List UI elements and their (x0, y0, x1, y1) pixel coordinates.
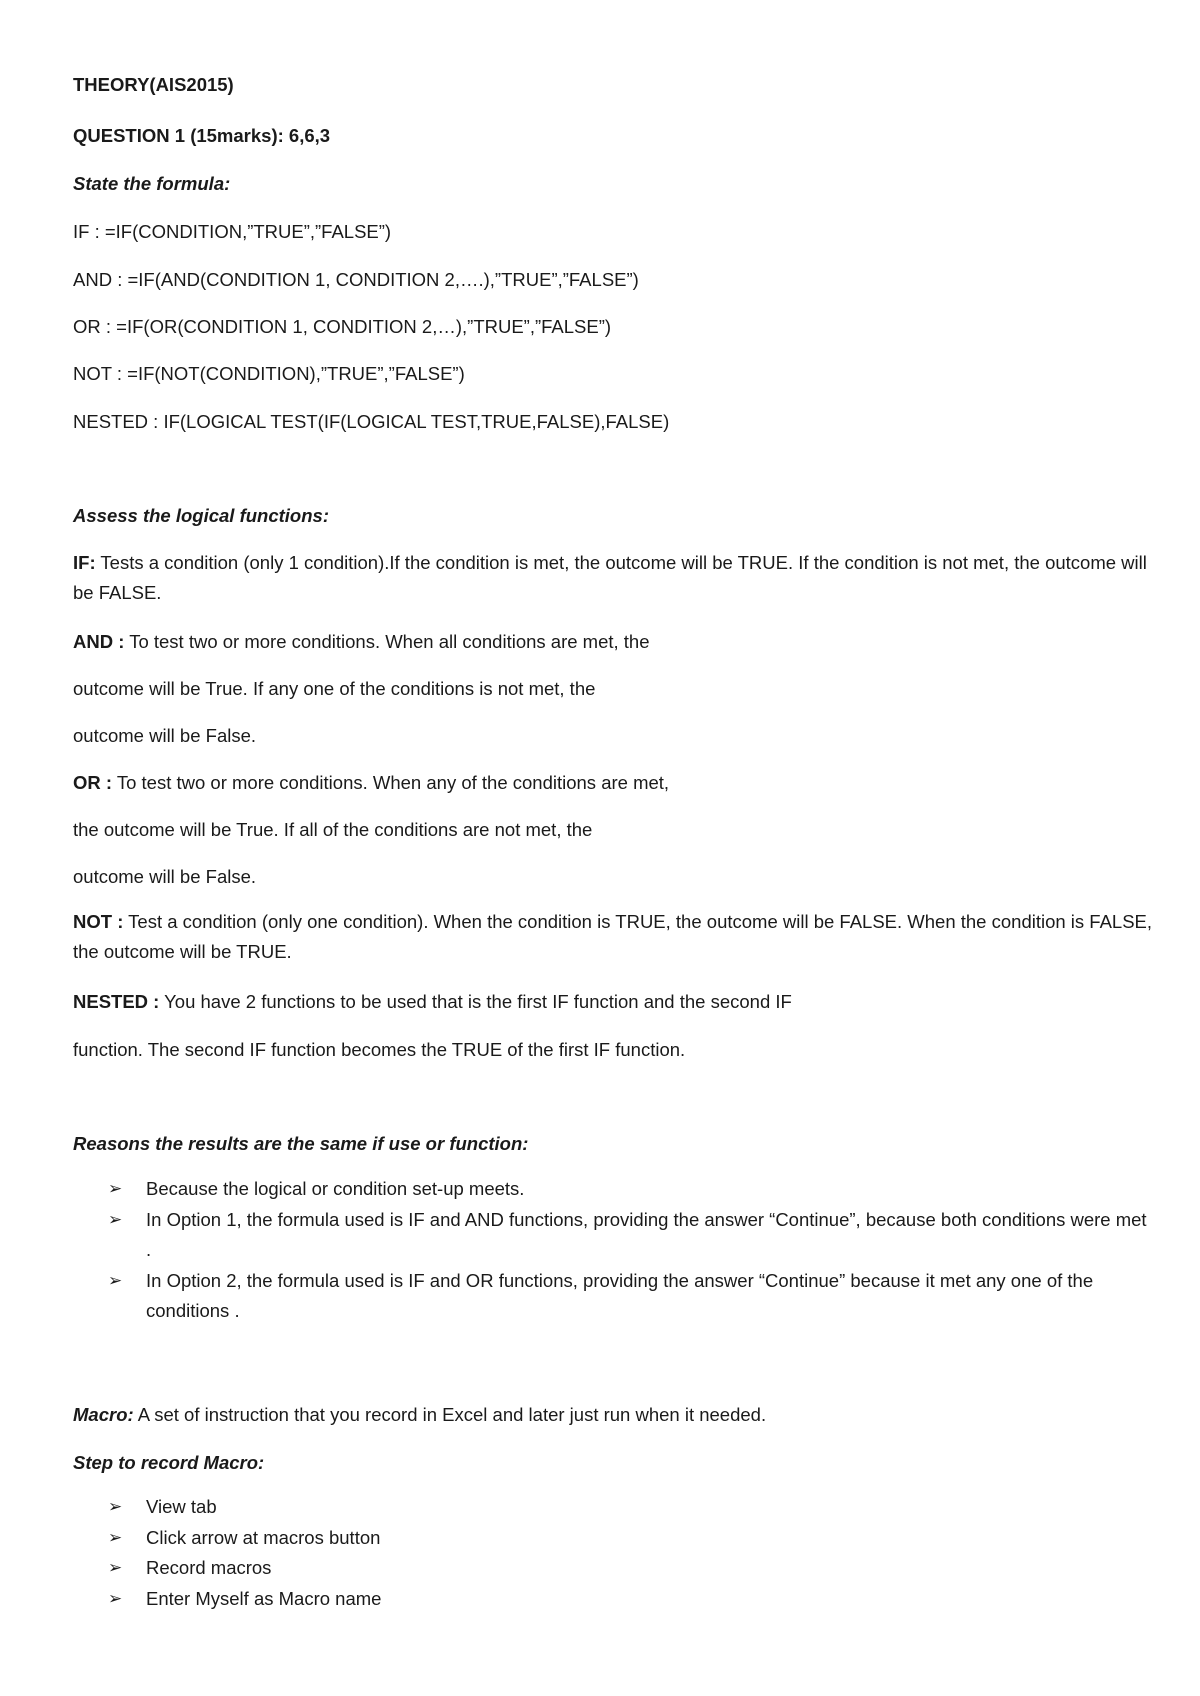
arrow-bullet-icon: ➢ (108, 1497, 123, 1516)
logical-not-paragraph (73, 907, 1153, 967)
logical-if-text: Tests a condition (only 1 condition).If the condition is met, the outcome will be TRUE. If the condition is not met, the outcome will be FALSE. (73, 552, 1147, 603)
arrow-bullet-icon: ➢ (108, 1179, 123, 1198)
list-item (108, 1553, 1154, 1584)
macro-step-text: Enter Myself as Macro name (146, 1587, 382, 1609)
list-item (108, 1584, 1154, 1615)
reason-text: In Option 1, the formula used is IF and AND functions, providing the answer “Continue”, because both conditions were met . (146, 1208, 1147, 1260)
macro-definition-text: A set of instruction that you record in Excel and later just run when it needed. (133, 1404, 767, 1425)
formula-or: OR : =IF(OR(CONDITION 1, CONDITION 2,…),”TRUE”,”FALSE”) (73, 316, 612, 337)
formula-and: AND : =IF(AND(CONDITION 1, CONDITION 2,….),”TRUE”,”FALSE”) (73, 269, 639, 290)
logical-nested-line2: function. The second IF function becomes the TRUE of the first IF function. (73, 1039, 686, 1060)
logical-or-text: To test two or more conditions. When any of the conditions are met, (112, 772, 670, 793)
macro-steps-heading: Step to record Macro: (73, 1452, 265, 1473)
macro-definition (73, 1403, 766, 1427)
arrow-bullet-icon: ➢ (108, 1558, 123, 1577)
logical-and-label: AND : (73, 631, 125, 652)
logical-nested-line1 (73, 990, 792, 1014)
logical-or-line2: the outcome will be True. If all of the conditions are not met, the (73, 819, 593, 840)
logical-or-label: OR : (73, 772, 113, 793)
formula-if: IF : =IF(CONDITION,”TRUE”,”FALSE”) (73, 221, 392, 242)
logical-or-line1 (73, 771, 669, 795)
logical-and-text: To test two or more conditions. When all conditions are met, the (124, 631, 650, 652)
list-item (108, 1523, 1154, 1554)
arrow-bullet-icon: ➢ (108, 1270, 123, 1290)
logical-not-text: Test a condition (only one condition). When the condition is TRUE, the outcome will be FALSE. When the condition is FALSE, the outcome will be TRUE. (73, 911, 1153, 962)
logical-nested-text: You have 2 functions to be used that is the first IF function and the second IF (159, 991, 792, 1012)
logical-if-paragraph (73, 548, 1153, 608)
macro-step-text: View tab (146, 1496, 217, 1517)
formula-not: NOT : =IF(NOT(CONDITION),”TRUE”,”FALSE”) (73, 363, 465, 384)
list-item (108, 1205, 1154, 1266)
logical-and-line2: outcome will be True. If any one of the conditions is not met, the (73, 678, 596, 699)
question-heading: QUESTION 1 (15marks): 6,6,3 (73, 125, 331, 146)
reasons-list (108, 1174, 1154, 1327)
logical-and-line3: outcome will be False. (73, 725, 257, 746)
macro-step-text: Record macros (146, 1557, 272, 1578)
logical-or-line3: outcome will be False. (73, 866, 257, 887)
formula-heading: State the formula: (73, 173, 231, 194)
logical-and-line1 (73, 630, 650, 654)
list-item (108, 1174, 1154, 1205)
macro-label: Macro: (73, 1404, 134, 1425)
formula-nested: NESTED : IF(LOGICAL TEST(IF(LOGICAL TEST,TRUE,FALSE),FALSE) (73, 411, 670, 432)
list-item (108, 1492, 1154, 1523)
macro-steps-list (108, 1492, 1154, 1614)
logical-heading: Assess the logical functions: (73, 505, 329, 526)
reasons-heading: Reasons the results are the same if use or function: (73, 1133, 529, 1154)
document-title: THEORY(AIS2015) (73, 74, 234, 95)
reason-text: Because the logical or condition set-up meets. (146, 1178, 525, 1199)
logical-if-label: IF: (73, 552, 96, 573)
reason-text: In Option 2, the formula used is IF and OR functions, providing the answer “Continue” because it met any one of the conditions . (146, 1269, 1094, 1321)
arrow-bullet-icon: ➢ (108, 1527, 123, 1547)
arrow-bullet-icon: ➢ (108, 1209, 123, 1229)
logical-nested-label: NESTED : (73, 991, 160, 1012)
arrow-bullet-icon: ➢ (108, 1588, 123, 1608)
list-item (108, 1266, 1154, 1327)
logical-not-label: NOT : (73, 911, 124, 932)
macro-step-text: Click arrow at macros button (146, 1526, 381, 1548)
